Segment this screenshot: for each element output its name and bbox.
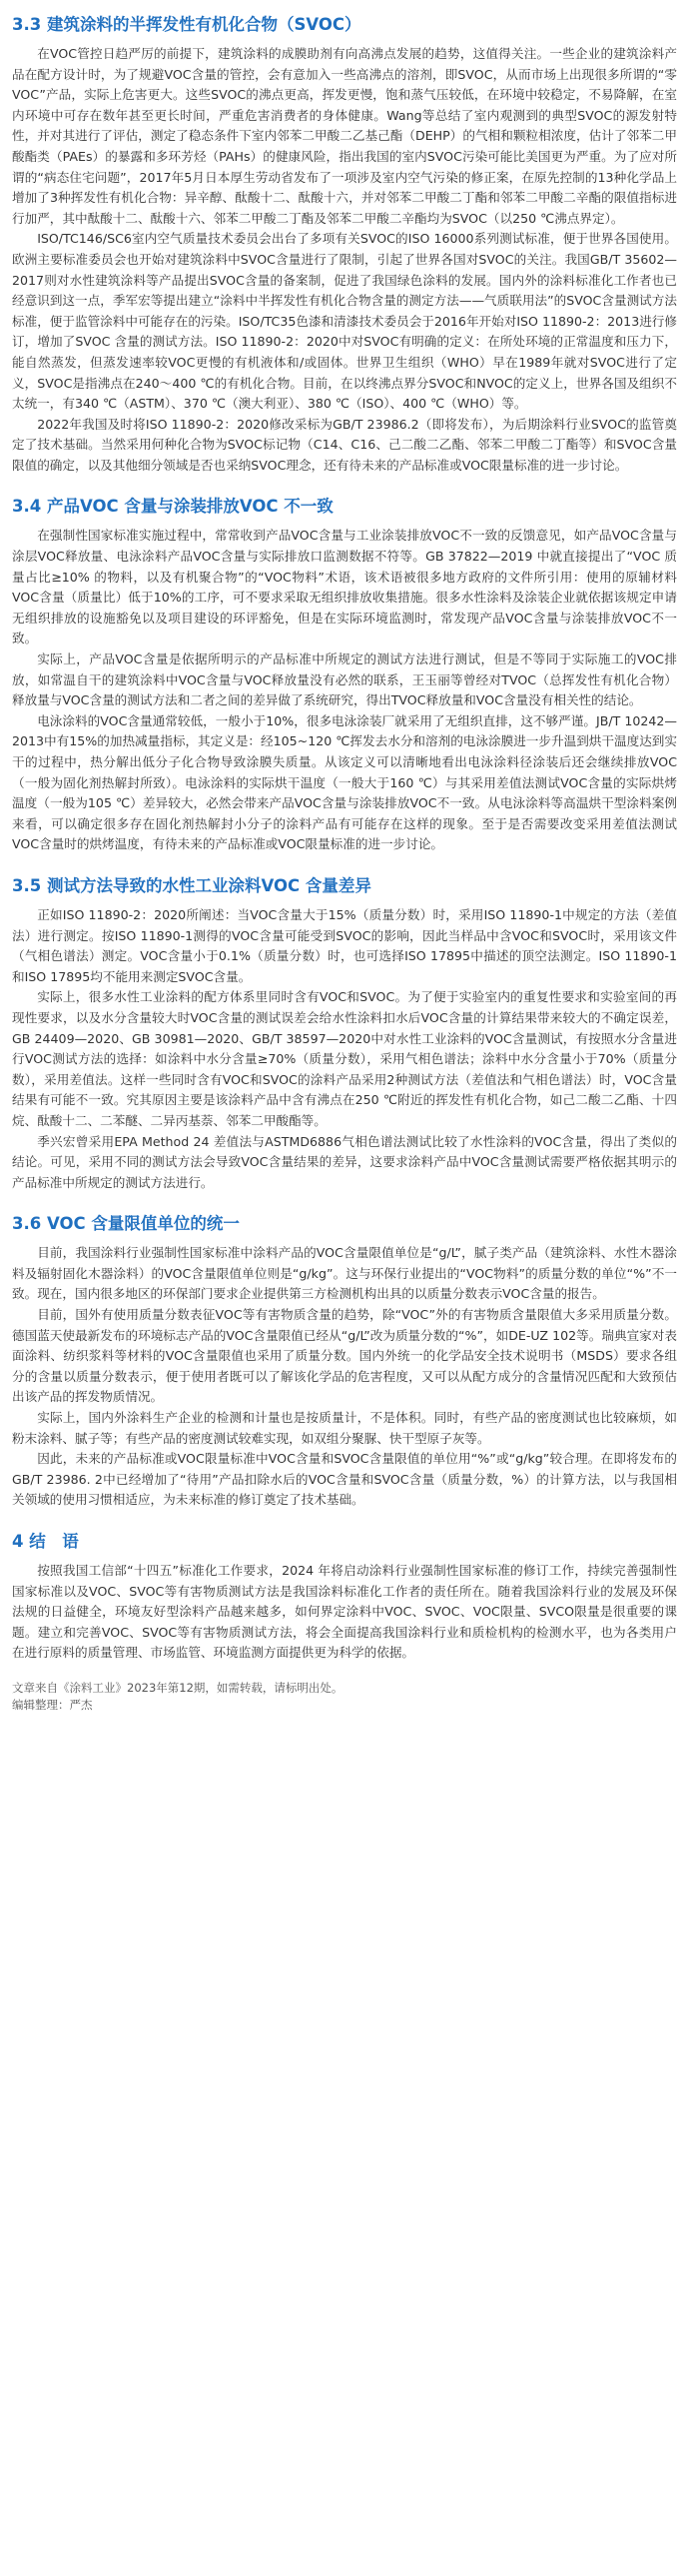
paragraph: 在VOC管控日趋严厉的前提下，建筑涂料的成膜助剂有向高沸点发展的趋势，这值得关注。一些企业的建筑涂料产品在配方设计时，为了规避VOC含量的管控，会有意加入一些高沸点的溶剂，即SVOC，从而市场上出现很多所谓的“零VOC”产品，实际上危害更大。这些SVOC的沸点更高，挥发更慢，饱和蒸气压较低，在环境中较稳定，不易降解，在室内环境中可存在数年甚至更长时间，严重危害消费者的身体健康。Wang等总结了室内观测到的典型SVOC的源发射特性，并对其进行了评估，测定了稳态条件下室内邻苯二甲酸二乙基己酯（DEHP）的气相和颗粒相浓度，估计了邻苯二甲酸酯类（PAEs）的暴露和多环芳烃（PAHs）的健康风险，指出我国的室内SVOC污染可能比美国更为严重。为了应对所谓的“病态住宅问题”，2017年5月日本厚生劳动省发布了一项涉及室内空气污染的修正案，在原先控制的13种化学品上增加了3种挥发性有机化合物：异辛醇、酞酸十二、酞酸十六，并对邻苯二甲酸二丁酯和邻苯二甲酸二辛酯的限值指标进行加严，其中酞酸十二、酞酸十六、邻苯二甲酸二丁酯及邻苯二甲酸二辛酯均为SVOC（以250 ℃沸点界定）。: [12, 46, 677, 226]
section-test-method: [12, 875, 677, 1193]
section-heading-3-3: 3.3 建筑涂料的半挥发性有机化合物（SVOC）: [12, 15, 361, 34]
section-heading-3-5: 3.5 测试方法导致的水性工业涂料VOC 含量差异: [12, 875, 371, 895]
section-heading-4: 4 结 语: [12, 1532, 79, 1551]
paragraph: 2022年我国及时将ISO 11890-2：2020修改采标为GB/T 23986.2（即将发布），为后期涂料行业SVOC的监管奠定了技术基础。当然采用何种化合物为SVOC标记物（C14、C16、己二酸二乙酯、邻苯二甲酸二丁酯等）和SVOC含量限值的确定，以及其他细分领域是否也采纳SVOC理念，还有待未来的产品标准或VOC限量标准的进一步讨论。: [12, 416, 677, 473]
editor-credit: 编辑整理：严杰: [12, 1697, 93, 1712]
section-heading-3-6: 3.6 VOC 含量限值单位的统一: [12, 1214, 240, 1234]
paragraph: ISO/TC146/SC6室内空气质量技术委员会出台了多项有关SVOC的ISO 16000系列测试标准，便于世界各国使用。欧洲主要标准委员会也开始对建筑涂料中SVOC含量进行了限制，引起了世界各国对SVOC的关注。我国GB/T 35602—2017则对水性建筑涂料等产品提出SVOC含量的备案制，促进了我国绿色涂料的发展。国内外的涂料标准化工作者也已经意识到这一点，季军宏等提出建立“涂料中半挥发性有机化合物含量的测定方法——气质联用法”的SVOC含量测试方法标准，便于监管涂料中可能存在的污染。ISO/TC35色漆和清漆技术委员会于2016年开始对ISO 11890-2：2013进行修订，增加了SVOC 含量的测试方法。ISO 11890-2：2020中对SVOC有明确的定义：在所处环境的正常温度和压力下，能自然蒸发，但蒸发速率较VOC更慢的有机液体和/或固体。世界卫生组织（WHO）早在1989年就对SVOC进行了定义，SVOC是指沸点在240～400 ℃的有机化合物。目前，在以终沸点界分SVOC和NVOC的定义上，世界各国及组织不太统一，有340 ℃（ASTM）、370 ℃（澳大利亚）、380 ℃（ISO）、400 ℃（WHO）等。: [12, 231, 677, 412]
section-voc-mismatch: [12, 496, 677, 855]
paragraph: 季兴宏曾采用EPA Method 24 差值法与ASTMD6886气相色谱法测试比较了水性涂料的VOC含量，得出了类似的结论。可见，采用不同的测试方法会导致VOC含量结果的差异，这要求涂料产品中VOC含量测试需要严格依据其明示的产品标准中所规定的测试方法进行。: [12, 1133, 677, 1190]
paragraph: 目前，国外有使用质量分数表征VOC等有害物质含量的趋势，除“VOC”外的有害物质含量限值大多采用质量分数。德国蓝天使最新发布的环境标志产品的VOC含量限值已经从“g/L”改为质量分数的“%”，如DE-UZ 102等。瑞典宣家对表面涂料、纺织浆料等材料的VOC含量限值也采用了质量分数。国内外统一的化学品安全技术说明书（MSDS）要求各组分的含量以质量分数表示，便于使用者既可以了解该化学品的危害程度，又可以从配方成分的含量情况匹配和大致预估出该产品的挥发物质情况。: [12, 1307, 677, 1405]
section-unit-unification: [12, 1213, 677, 1511]
section-heading-3-4: 3.4 产品VOC 含量与涂装排放VOC 不一致: [12, 497, 334, 517]
paragraph: 电泳涂料的VOC含量通常较低，一般小于10%，很多电泳涂装厂就采用了无组织直排，这不够严谨。JB/T 10242—2013中有15%的加热减量指标，其定义是：经105~120 ℃挥发去水分和溶剂的电泳涂膜进一步升温到烘干温度达到实干的过程中，热分解出低分子化合物导致涂膜失质量。从该定义可以清晰地看出电泳涂料径涂装后还会继续排放VOC（一般为固化剂热解封所致）。电泳涂料的实际烘干温度（一般大于160 ℃）与其采用差值法测试VOC含量的实际烘烤温度（一般为105 ℃）差异较大，必然会带来产品VOC含量与涂装排放VOC不一致。从电泳涂料等高温烘干型涂料案例来看，可以确定很多存在固化剂热解封小分子的涂料产品有可能存在这样的现象。至于是否需要改变采用差值法测试VOC含量时的烘烤温度，有待未来的产品标准或VOC限量标准的进一步讨论。: [12, 712, 677, 852]
source-note: 文章来自《涂料工业》2023年第12期，如需转载，请标明出处。: [12, 1680, 344, 1695]
paragraph: 因此，未来的产品标准或VOC限量标准中VOC含量和SVOC含量限值的单位用“%”或“g/kg”较合理。在即将发布的GB/T 23986. 2中已经增加了“待用”产品扣除水后的VOC含量和SVOC含量（质量分数，%）的计算方法，以与我国相关领域的使用习惯相适应，为未来标准的修订奠定了技术基础。: [12, 1451, 677, 1508]
paragraph: 正如ISO 11890-2：2020所阐述：当VOC含量大于15%（质量分数）时，采用ISO 11890-1中规定的方法（差值法）进行测定。按ISO 11890-1测得的VOC含量可能受到SVOC的影响，因此当样品中含VOC和SVOC时，采用该文件（气相色谱法）测定。VOC含量小于0.1%（质量分数）时，也可选择ISO 17895中描述的顶空法测定。ISO 11890-1和ISO 17895均不能用来测定SVOC含量。: [12, 906, 677, 984]
paragraph: 在强制性国家标准实施过程中，常常收到产品VOC含量与工业涂装排放VOC不一致的反馈意见，如产品VOC含量与涂层VOC释放量、电泳涂料产品VOC含量与实际排放口监测数据不符等。GB 37822—2019 中就直接提出了“VOC 质量占比≥10% 的物料，以及有机聚合物”的“VOC物料”术语，该术语被很多地方政府的文件所引用：使用的原辅材料VOC含量（质量比）低于10%的工序，可不要求采取无组织排放收集措施。很多水性涂料及涂装企业就依据该规定申请无组织排放的设施豁免以及项目建设的环评豁免，但是在实际环境监测时，常发现产品VOC含量与涂装排放VOC不一致。: [12, 528, 677, 646]
article-footer: [12, 1680, 677, 1714]
paragraph: 实际上，很多水性工业涂料的配方体系里同时含有VOC和SVOC。为了便于实验室内的重复性要求和实验室间的再现性要求，以及水分含量较大时VOC含量的测试误差会给水性涂料扣水后VOC含量的计算结果带来较大的不确定误差，GB 24409—2020、GB 30981—2020、GB/T 38597—2020中对水性工业涂料的VOC含量测试，有按照水分含量进行VOC测试方法的选择：如涂料中水分含量≥70%（质量分数），采用气相色谱法；涂料中水分含量小于70%（质量分数），采用差值法。这样一些同时含有VOC和SVOC的涂料产品采用2种测试方法（差值法和气相色谱法）时，VOC含量结果有可能不一致。究其原因主要是该涂料产品中含有沸点在250 ℃附近的挥发性有机化合物，如己二酸二乙酯、十四烷、酞酸十二、二苯醚、二异丙基萘、邻苯二甲酸酯等。: [12, 989, 677, 1128]
section-conclusion: [12, 1531, 677, 1664]
section-svoc: [12, 14, 677, 476]
paragraph: 实际上，国内外涂料生产企业的检测和计量也是按质量计，不是体积。同时，有些产品的密度测试也比较麻烦，如粉末涂料、腻子等；有些产品的密度测试较难实现，如双组分聚脲、快干型原子灰等。: [12, 1410, 677, 1446]
paragraph: 目前，我国涂料行业强制性国家标准中涂料产品的VOC含量限值单位是“g/L”，腻子类产品（建筑涂料、水性木器涂料及辐射固化木器涂料）的VOC含量限值单位则是“g/kg”。这与环保行业提出的“VOC物料”的质量分数的单位“%”不一致。现在，国内很多地区的环保部门要求企业提供第三方检测机构出具的以质量分数表示VOC含量的报告。: [12, 1245, 677, 1302]
paragraph: 实际上，产品VOC含量是依据所明示的产品标准中所规定的测试方法进行测试，但是不等同于实际施工的VOC排放，如常温自干的建筑涂料中VOC含量与VOC释放量没有必然的联系，王玉丽等曾经对TVOC（总挥发性有机化合物）释放量与VOC含量的测试方法和二者之间的差异做了系统研究，得出TVOC释放量和VOC含量没有相关性的结论。: [12, 651, 677, 708]
paragraph: 按照我国工信部“十四五”标准化工作要求，2024 年将启动涂料行业强制性国家标准的修订工作，持续完善强制性国家标准以及VOC、SVOC等有害物质测试方法是我国涂料标准化工作者的责任所在。随着我国涂料行业的发展及环保法规的日益健全，环境友好型涂料产品越来越多，如何界定涂料中VOC、SVOC、VOC限量、SVCO限量是很重要的课题。建立和完善VOC、SVOC等有害物质测试方法，将会全面提高我国涂料行业和质检机构的检测水平，也为各类用户在进行原料的质量管理、市场监管、环境监测方面提供更为科学的依据。: [12, 1563, 677, 1661]
